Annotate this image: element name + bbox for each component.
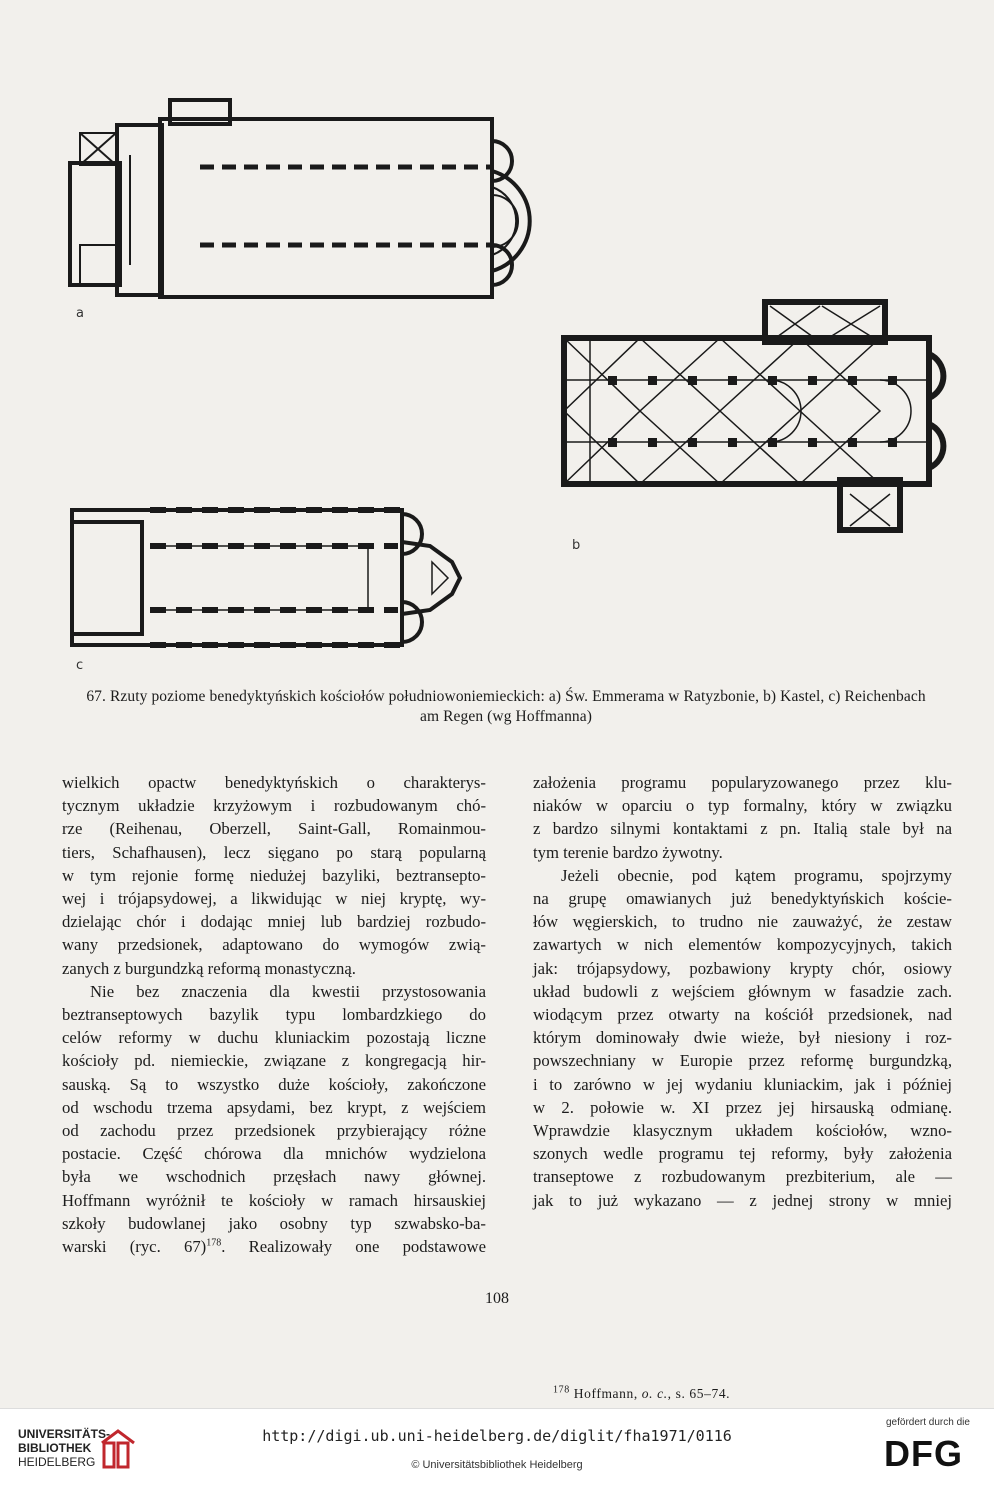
- figure-label-c: c: [76, 658, 84, 673]
- text-line: jak to już wykazano — z jednej strony w mniej: [533, 1190, 952, 1210]
- text-line: rze (Reihenau, Oberzell, Saint-Gall, Romainmou-: [62, 819, 486, 839]
- footnote-marker[interactable]: 178: [206, 1237, 222, 1249]
- floor-plan-c: [68, 500, 473, 655]
- library-name-line: BIBLIOTHEK: [18, 1441, 92, 1455]
- text-line: tiers, Schafhausen), lecz sięgano po starą popularną: [62, 842, 486, 862]
- copyright-notice: © Universitätsbibliothek Heidelberg: [411, 1459, 583, 1471]
- text-line: układ budowli z wejściem głównym w fasadzie zach.: [533, 981, 952, 1001]
- text-line: postacie. Część chórowa dla mnichów wydzielona: [62, 1144, 486, 1164]
- text-line: jak: trójapsydowy, pozbawiony krypty chór, osiowy: [533, 958, 952, 978]
- text-line: transeptowe z rozbudowanym prezbiterium, ale —: [533, 1167, 952, 1187]
- text-line: wiodącym przez otwarty na kościół przedsionek, nad: [533, 1005, 952, 1025]
- caption-line-1: 67. Rzuty poziome benedyktyńskich kościołów południowoniemieckich: a) Św. Emmerama w Ratyzbonie, b) Kastel, c) Reichenbach: [86, 688, 926, 705]
- text-line: Wprawdzie klasycznym układem kościołów, wzno-: [533, 1121, 952, 1141]
- text-line: szonych wedle programu tej reformy, były założenia: [533, 1144, 952, 1164]
- text-segment: . Realizowały one podstawowe: [221, 1237, 487, 1257]
- text-line: wielkich opactw benedyktyńskich o charakterys-: [62, 773, 486, 792]
- text-column-left: [62, 771, 486, 1258]
- text-line: szkoły budowlanej jako osobny typ szwabsko-ba-: [62, 1213, 486, 1233]
- text-line: kościoły pd. niemieckie, związane z kongregacją hir-: [62, 1051, 486, 1071]
- text-line: powszechniany w Europie przez reformę burgundzką,: [533, 1051, 952, 1071]
- permalink-url[interactable]: http://digi.ub.uni-heidelberg.de/diglit/fha1971/0116: [262, 1427, 732, 1445]
- footnote-author: Hoffmann,: [573, 1386, 642, 1401]
- page-number: 108: [485, 1290, 509, 1307]
- text-line: celów reformy w duchu kluniackim pozostają liczne: [62, 1028, 486, 1048]
- text-line: którym dominowały dwie wieże, był niesiony i roz-: [533, 1028, 952, 1048]
- text-line: [62, 1235, 486, 1258]
- floor-plan-b: [560, 298, 950, 538]
- footnote: [553, 1386, 730, 1402]
- text-line: w 2. połowie w. XI przez jej hirsauską odmianę.: [533, 1097, 952, 1117]
- text-line: z bardzo silnymi kontaktami z pn. Italią stale był na: [533, 819, 952, 839]
- footnote-pages: , s. 65–74.: [667, 1386, 731, 1401]
- text-segment: warski (ryc. 67): [62, 1237, 207, 1257]
- text-line: na grupę omawianych już benedyktyńskich koście-: [533, 889, 952, 909]
- text-line: od wschodu trzema apsydami, bez krypt, z wejściem: [62, 1097, 486, 1117]
- text-line: Jeżeli obecnie, pod kątem programu, spojrzymy: [561, 865, 952, 885]
- floor-plan-a: [60, 95, 550, 310]
- footnote-number: 178: [553, 1384, 570, 1396]
- text-line: sauską. Są to wszystko duże kościoły, zakończone: [62, 1074, 486, 1094]
- text-line: wej i trójapsydowej, a likwidując w niej kryptę, wy-: [62, 889, 486, 909]
- library-name-line: HEIDELBERG: [18, 1455, 96, 1469]
- text-column-right: [533, 771, 952, 1212]
- dfg-logo: DFG: [884, 1433, 963, 1474]
- text-line: łów węgierskich, to trudno nie zauważyć, że zestaw: [533, 912, 952, 932]
- text-line: beztranseptowych bazylik typu lombardzkiego do: [62, 1005, 486, 1025]
- library-name-line: UNIVERSITÄTS-: [18, 1427, 111, 1441]
- text-line: zanych z burgundzką reformą monastyczną.: [62, 958, 356, 978]
- text-line: niaków w oparciu o typ formalny, który w związku: [533, 796, 952, 816]
- figure-caption: [60, 687, 952, 727]
- text-line: dzielając chór i dodając mniej lub bardziej rozbudo-: [62, 912, 486, 932]
- text-line: Hoffmann wyróżnił te kościoły w ramach hirsauskiej: [62, 1190, 486, 1210]
- text-line: była we wschodnich przęsłach nawy głównej.: [62, 1167, 486, 1187]
- text-line: Nie bez znaczenia dla kwestii przystosowania: [90, 981, 486, 1001]
- funded-by-label: gefördert durch die: [886, 1417, 970, 1428]
- footnote-ref: o. c.: [641, 1386, 668, 1401]
- text-line: od zachodu przez przedsionek przybierający różne: [62, 1121, 486, 1141]
- text-line: zawartych w nich elementów kompozycyjnych, takich: [533, 935, 952, 955]
- figure-label-a: a: [76, 306, 84, 321]
- text-line: w tym rejonie formę niedużej bazyliki, beztransepto-: [62, 865, 486, 885]
- text-line: tym terenie bardzo żywotny.: [533, 842, 723, 862]
- figure-label-b: b: [572, 538, 581, 553]
- caption-line-2: am Regen (wg Hoffmanna): [419, 708, 593, 725]
- text-line: założenia programu popularyzowanego przez klu-: [533, 773, 952, 792]
- text-line: i to zarówno w jej wydaniu kluniackim, jak i później: [533, 1074, 952, 1094]
- text-line: tycznym układzie krzyżowym i rozbudowanym chó-: [62, 796, 486, 816]
- digitization-footer: [0, 1408, 994, 1485]
- text-line: wany przedsionek, adaptowano do wymogów zwią-: [62, 935, 486, 955]
